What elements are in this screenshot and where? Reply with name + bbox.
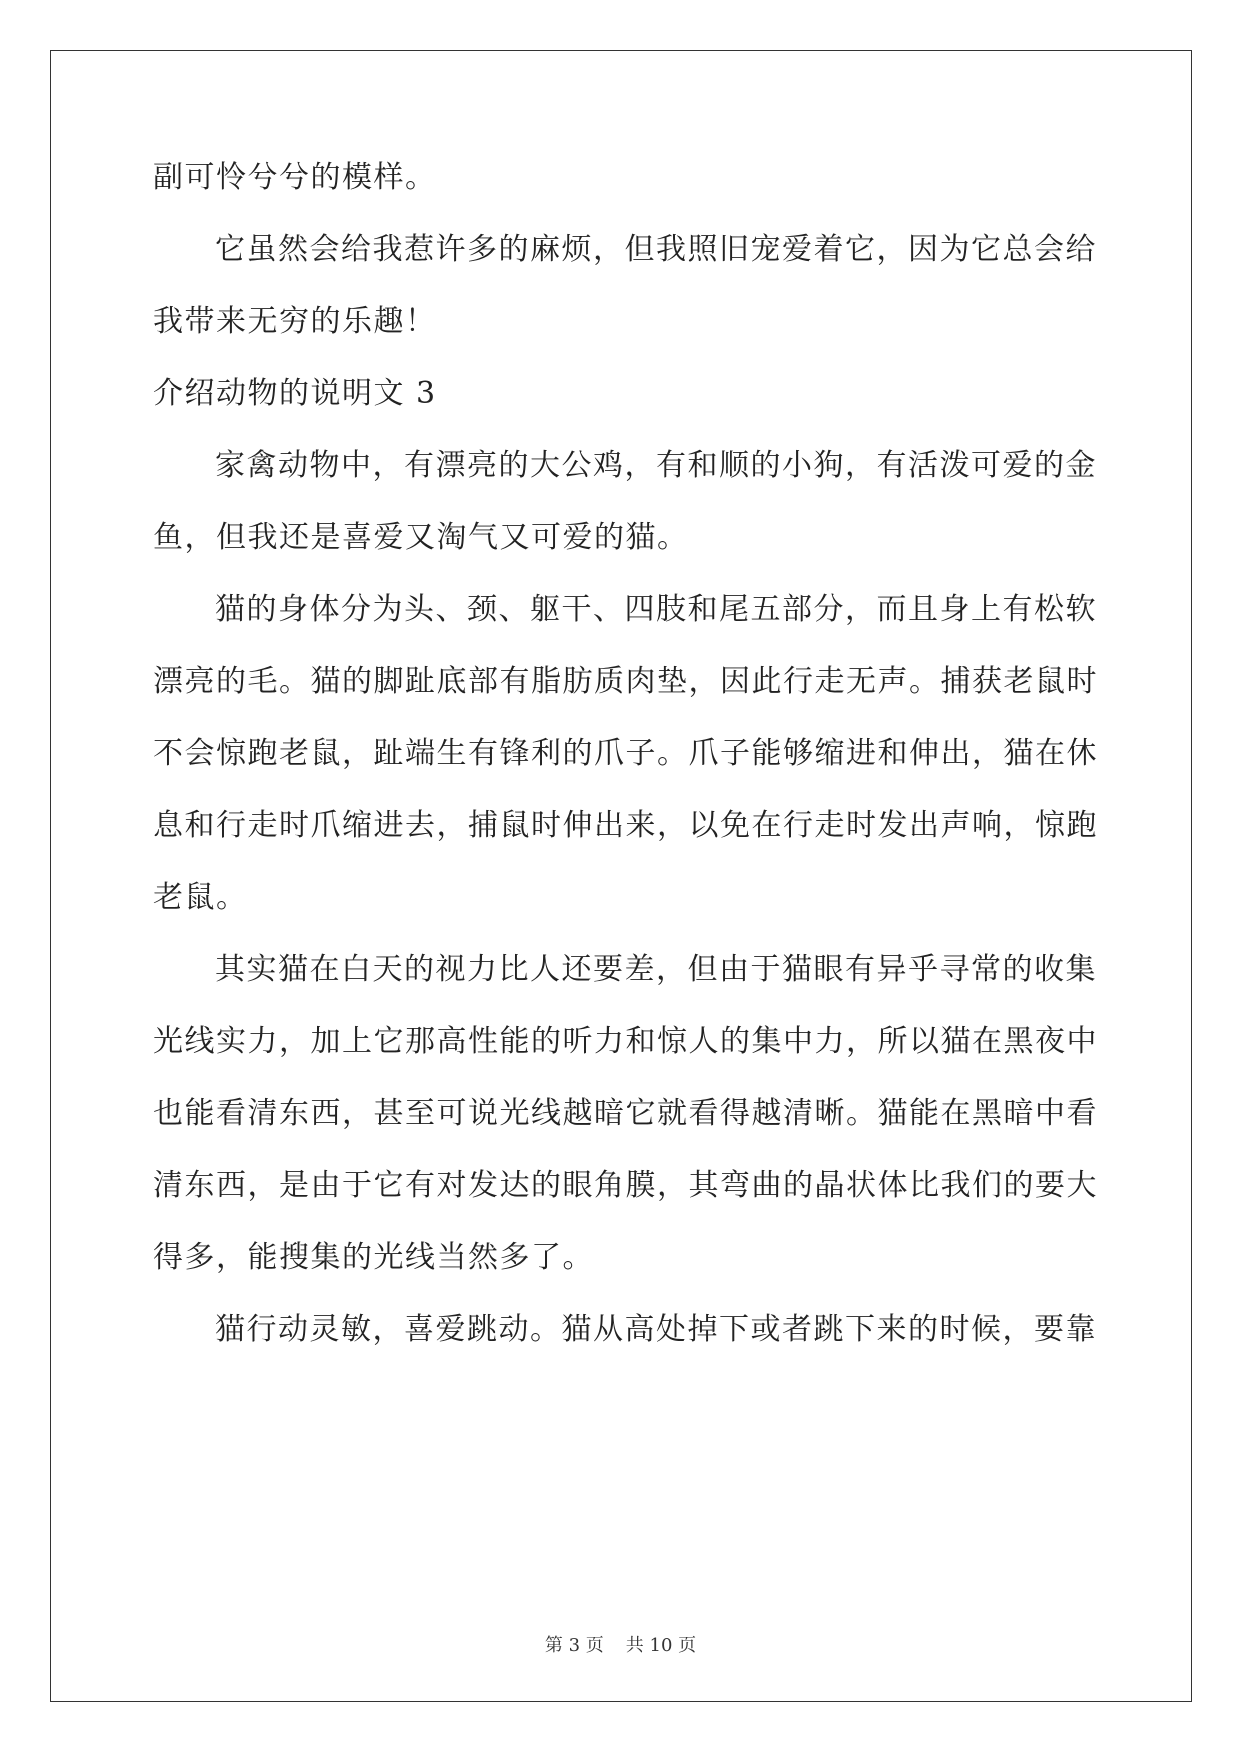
text-line: 猫的身体分为头、颈、躯干、四肢和尾五部分，而且身上有松软 bbox=[215, 592, 1097, 627]
text-line: 也能看清东西，甚至可说光线越暗它就看得越清晰。猫能在黑暗中看 bbox=[153, 1096, 1098, 1131]
text-line: 家禽动物中，有漂亮的大公鸡，有和顺的小狗，有活泼可爱的金 bbox=[215, 448, 1097, 483]
text-line: 它虽然会给我惹许多的麻烦，但我照旧宠爱着它，因为它总会给 bbox=[215, 232, 1097, 267]
page-footer bbox=[0, 1634, 1241, 1658]
text-line: 光线实力，加上它那高性能的听力和惊人的集中力，所以猫在黑夜中 bbox=[153, 1024, 1098, 1059]
page-border bbox=[50, 50, 1192, 1702]
text-line: 老鼠。 bbox=[153, 880, 248, 915]
text-line: 不会惊跑老鼠，趾端生有锋利的爪子。爪子能够缩进和伸出，猫在休 bbox=[153, 736, 1098, 771]
text-line: 我带来无穷的乐趣！ bbox=[153, 304, 437, 339]
page-total: 共 10 页 bbox=[625, 1635, 697, 1656]
text-line: 漂亮的毛。猫的脚趾底部有脂肪质肉垫，因此行走无声。捕获老鼠时 bbox=[153, 664, 1098, 699]
text-line: 其实猫在白天的视力比人还要差，但由于猫眼有异乎寻常的收集 bbox=[215, 952, 1097, 987]
text-line: 得多，能搜集的光线当然多了。 bbox=[153, 1240, 594, 1275]
section-heading: 介绍动物的说明文 3 bbox=[153, 376, 437, 411]
text-line: 鱼，但我还是喜爱又淘气又可爱的猫。 bbox=[153, 520, 689, 555]
page-number: 第 3 页 bbox=[544, 1635, 604, 1656]
text-line: 清东西，是由于它有对发达的眼角膜，其弯曲的晶状体比我们的要大 bbox=[153, 1168, 1098, 1203]
text-line: 副可怜兮兮的模样。 bbox=[153, 160, 437, 195]
text-line: 猫行动灵敏，喜爱跳动。猫从高处掉下或者跳下来的时候，要靠 bbox=[215, 1312, 1097, 1347]
text-line: 息和行走时爪缩进去，捕鼠时伸出来，以免在行走时发出声响，惊跑 bbox=[153, 808, 1098, 843]
